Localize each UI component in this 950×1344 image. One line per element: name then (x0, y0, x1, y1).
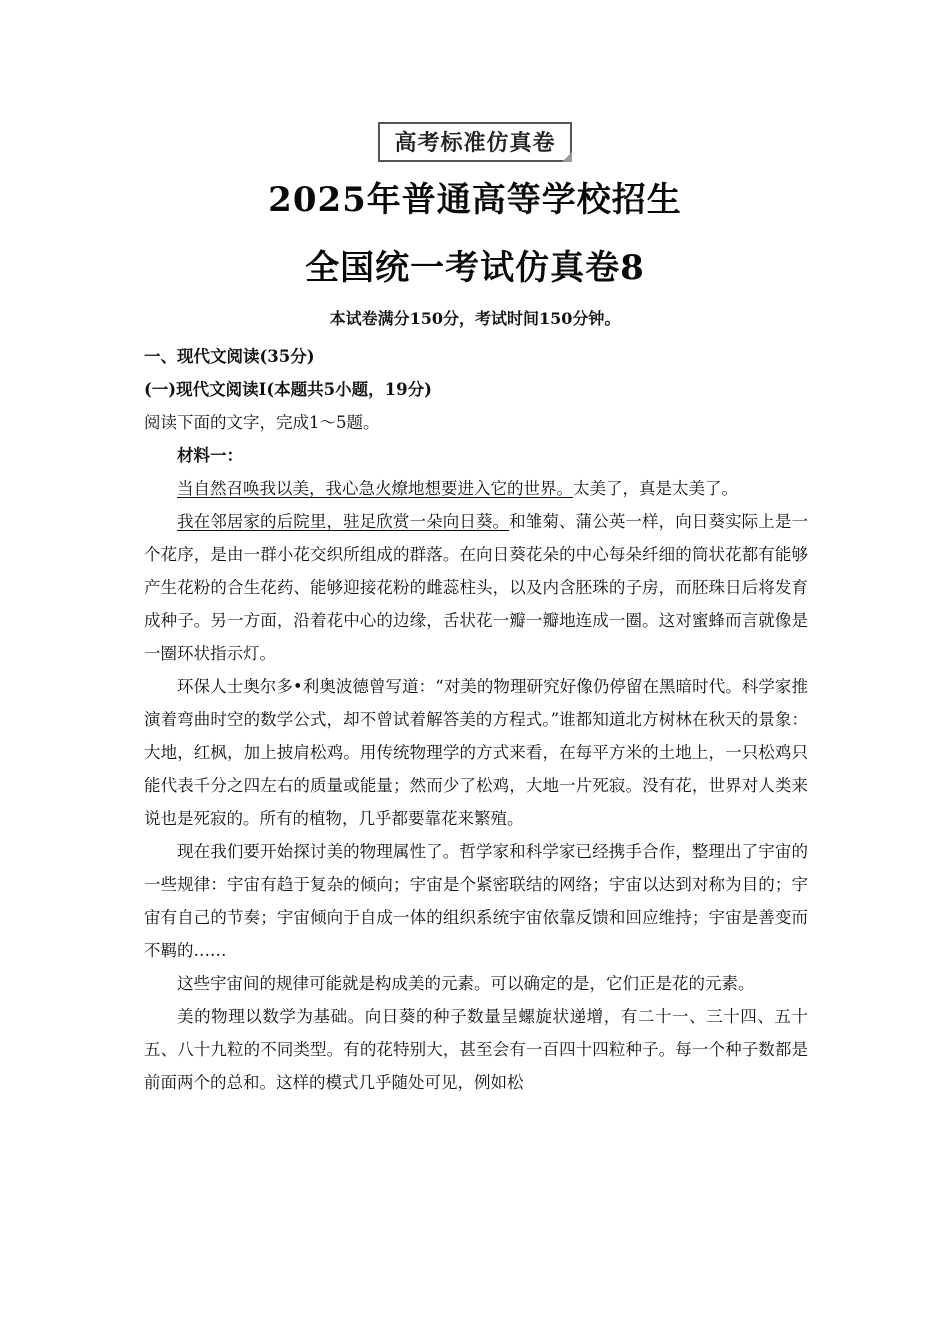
paragraph-2 (144, 505, 808, 670)
underlined-sentence-2: 我在邻居家的后院里，驻足欣赏一朵向日葵。 (177, 512, 510, 531)
paragraph-3: 环保人士奥尔多•利奥波德曾写道：“对美的物理研究好像仍停留在黑暗时代。科学家推演着弯曲时空的数学公式，却不曾试着解答美的方程式。”谁都知道北方树林在秋天的景象：大地，红枫，加上披肩松鸡。用传统物理学的方式来看，在每平方米的土地上，一只松鸡只能代表千分之四左右的质量或能量；然而少了松鸡，大地一片死寂。没有花，世界对人类来说也是死寂的。所有的植物，几乎都要靠花来繁殖。 (144, 677, 808, 828)
paragraph-6: 美的物理以数学为基础。向日葵的种子数量呈螺旋状递增，有二十一、三十四、五十五、八十九粒的不同类型。有的花特别大，甚至会有一百四十四粒种子。每一个种子数都是前面两个的总和。这样的模式几乎随处可见，例如松 (144, 1007, 808, 1092)
exam-content (144, 340, 808, 1099)
badge-container (0, 122, 950, 162)
badge-corner-decoration (562, 152, 572, 162)
exam-title-line1: 2025年普通高等学校招生 (268, 180, 682, 220)
paragraph-1-text: 太美了，真是太美了。 (573, 479, 738, 498)
section-subheading: (一)现代文阅读Ⅰ(本题共5小题，19分) (144, 380, 432, 399)
paragraph-5: 这些宇宙间的规律可能就是构成美的元素。可以确定的是，它们正是花的元素。 (177, 974, 755, 993)
exam-note: 本试卷满分150分，考试时间150分钟。 (329, 309, 621, 328)
reading-instruction: 阅读下面的文字，完成1～5题。 (144, 413, 380, 432)
paragraph-4: 现在我们要开始探讨美的物理属性了。哲学家和科学家已经携手合作，整理出了宇宙的一些规律：宇宙有趋于复杂的倾向；宇宙是个紧密联结的网络；宇宙以达到对称为目的；宇宙有自己的节奏；宇宙倾向于自成一体的组织系统宇宙依靠反馈和回应维持；宇宙是善变而不羁的…… (144, 842, 808, 960)
material-label: 材料一： (177, 446, 243, 465)
badge-label: 高考标准仿真卷 (394, 130, 556, 156)
underlined-sentence-1: 当自然召唤我以美，我心急火燎地想要进入它的世界。 (177, 479, 573, 498)
section-heading: 一、现代文阅读(35分) (144, 347, 315, 366)
paragraph-2-text: 和雏菊、蒲公英一样，向日葵实际上是一个花序，是由一群小花交织所组成的群落。在向日葵花朵的中心每朵纤细的筒状花都有能够产生花粉的合生花药、能够迎接花粉的雌蕊柱头，以及内含胚珠的子房，而胚珠日后将发育成种子。另一方面，沿着花中心的边缘，舌状花一瓣一瓣地连成一圈。这对蜜蜂而言就像是一圈环状指示灯。 (144, 512, 809, 663)
exam-title-line2: 全国统一考试仿真卷8 (305, 248, 645, 288)
paragraph-1 (144, 472, 808, 505)
exam-type-badge (378, 122, 571, 162)
